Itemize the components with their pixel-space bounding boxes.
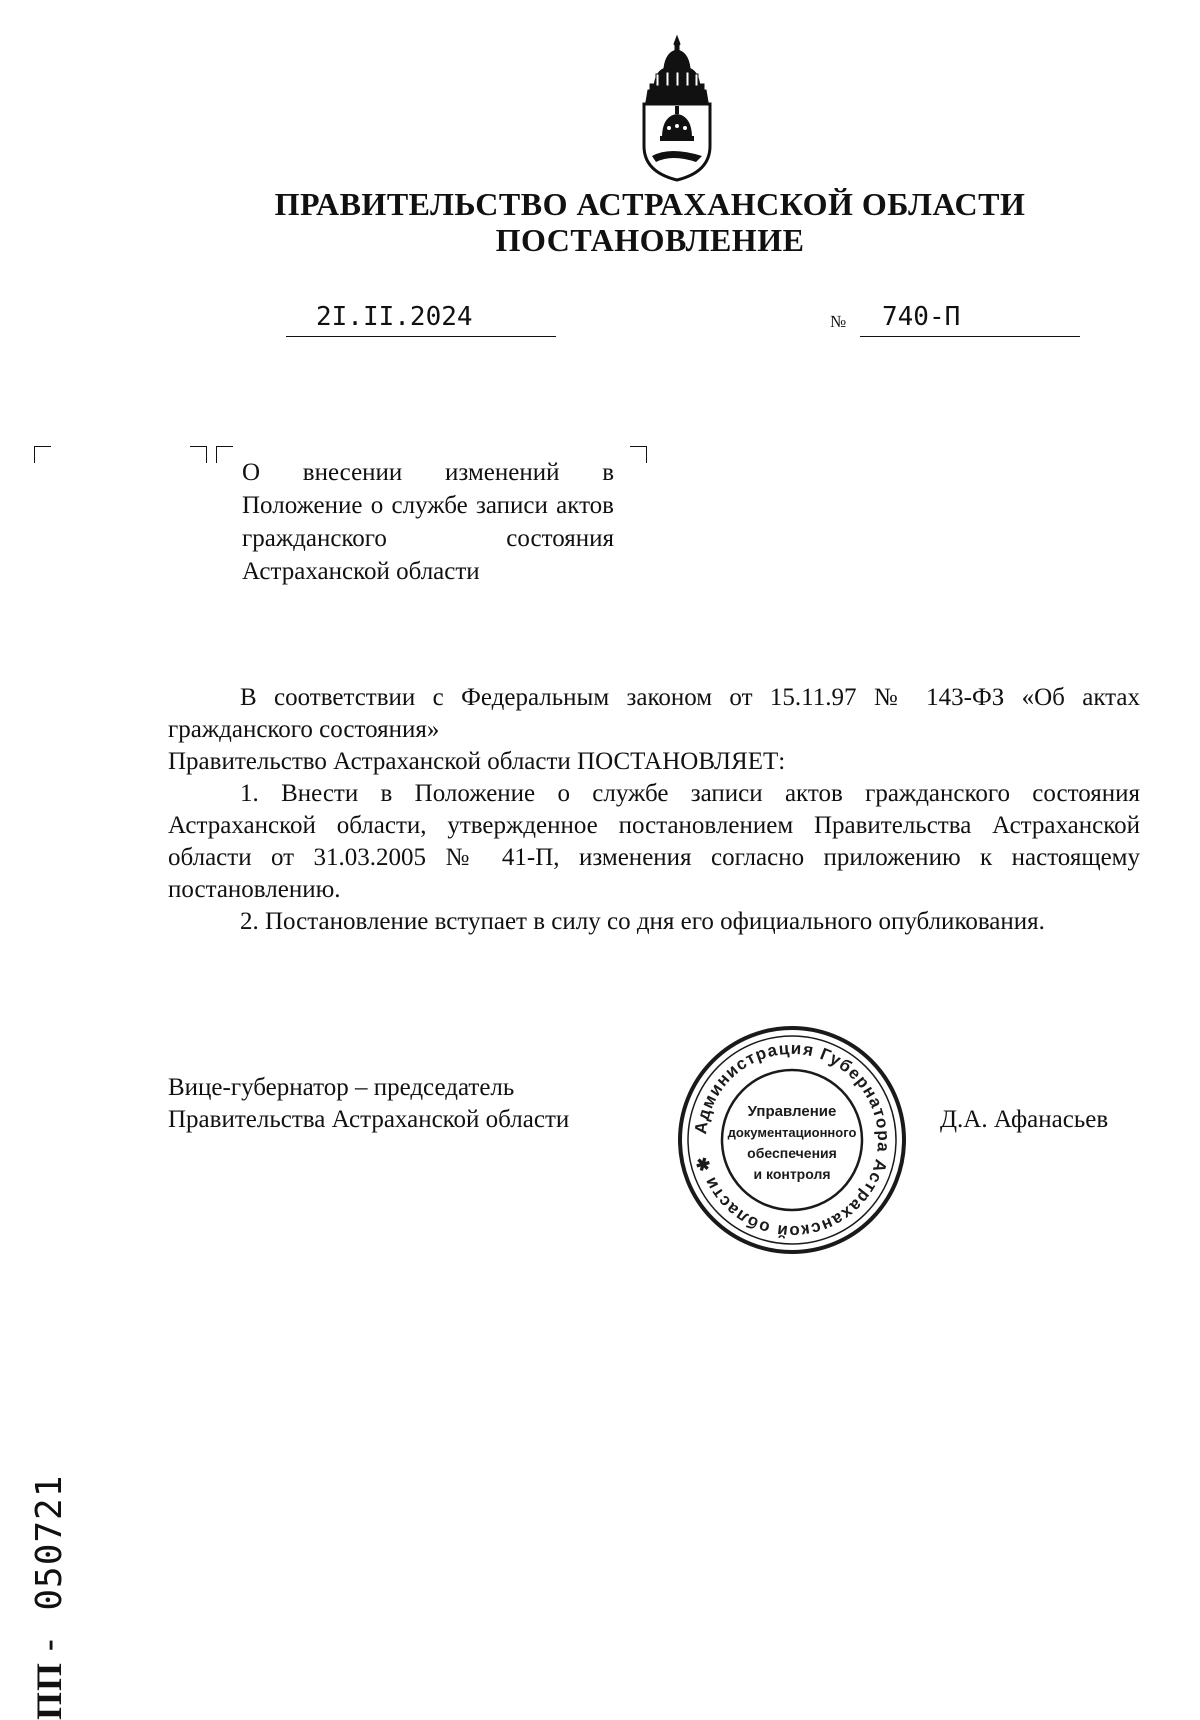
date-field (286, 300, 556, 337)
seal-center-line-1: Управление (747, 1103, 837, 1120)
document-subject: О внесении изменений в Положение о службе записи актов гражданского состояния Астраханской области (242, 459, 614, 585)
seal-center-line-4: и контроля (753, 1166, 831, 1182)
signer-title-line-2: Правительства Астраханской области (168, 1106, 570, 1133)
official-seal (674, 1022, 910, 1258)
signer-title-line-1: Вице-губернатор – председатель (168, 1074, 515, 1101)
signer-name: Д.А. Афанасьев (940, 1106, 1109, 1133)
serial-prefix: ПП (29, 1661, 69, 1720)
preamble-paragraph: В соответствии с Федеральным законом от 15.11.97 № 143-ФЗ «Об актах гражданского состояния» (168, 684, 1140, 743)
authority-title: ПРАВИТЕЛЬСТВО АСТРАХАНСКОЙ ОБЛАСТИ (274, 186, 1026, 222)
document-date: 2I.II.2024 (316, 302, 473, 332)
serial-number: - 050721 (29, 1474, 70, 1656)
seal-ring-text: Администрация Губернатора Астраханской области ✱ (691, 1038, 894, 1242)
coat-of-arms-emblem (636, 34, 718, 182)
seal-center-line-2: документационного (727, 1125, 857, 1140)
clause-2: 2. Постановление вступает в силу со дня его официального опубликования. (240, 908, 1045, 935)
number-field (860, 300, 1080, 337)
document-number: 740-П (882, 302, 961, 332)
form-serial-number (28, 1475, 70, 1720)
resolves-line: Правительство Астраханской области ПОСТАНОВЛЯЕТ: (168, 748, 786, 775)
signer-title (168, 1072, 569, 1136)
subject-inner-corner-mark (216, 446, 233, 463)
subject-left-corner-mark (190, 446, 207, 463)
seal-center-line-3: обеспечения (747, 1145, 837, 1161)
left-margin-corner-mark (34, 446, 51, 463)
document-type-title: ПОСТАНОВЛЕНИЕ (495, 222, 805, 258)
number-sign: № (830, 312, 847, 331)
subject-right-corner-mark (630, 446, 647, 463)
clause-1: 1. Внести в Положение о службе записи актов гражданского состояния Астраханской области, утвержденное постановлением Правительства Астраханской области от 31.03.2005 № 41-П, изменения согласно приложению к настоящему постановлению. (168, 780, 1140, 903)
